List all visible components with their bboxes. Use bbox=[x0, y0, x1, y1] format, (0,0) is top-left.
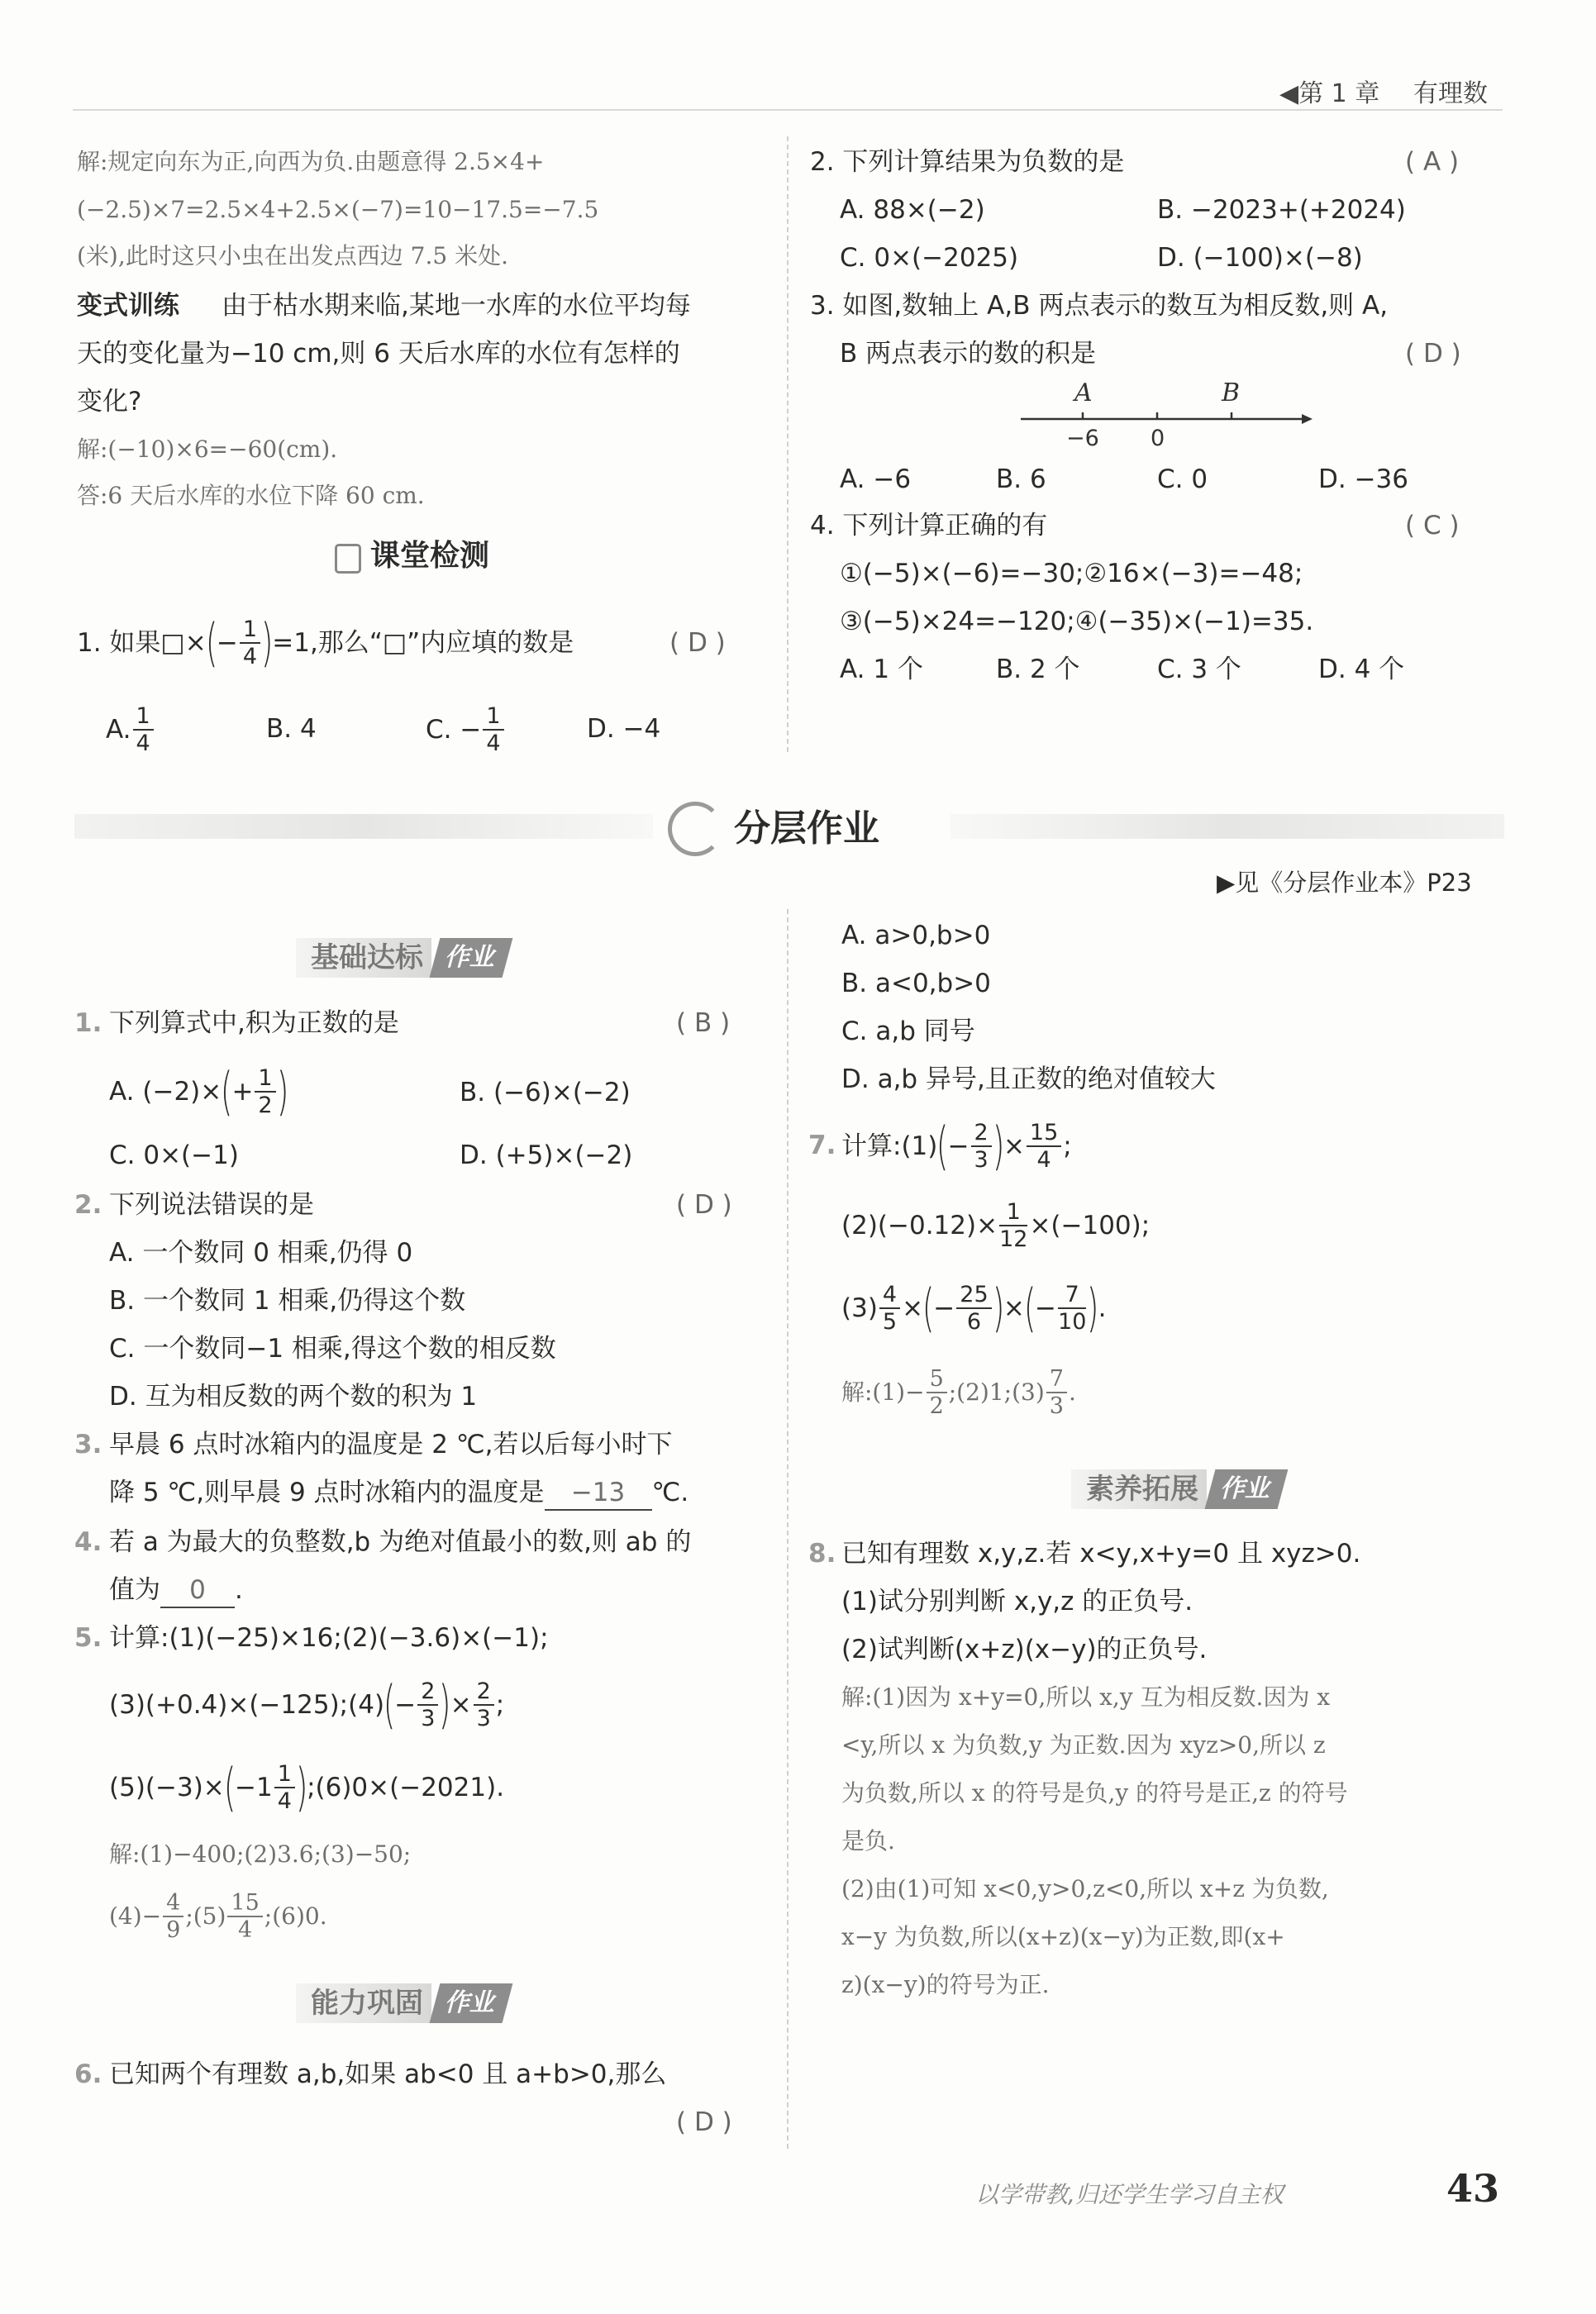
close-paren: ) bbox=[992, 1278, 1005, 1338]
point-a-label: A bbox=[1074, 379, 1093, 407]
solution-line-1: 解:规定向东为正,向西为负.由题意得 2.5×4+ bbox=[77, 148, 545, 175]
q1-prefix: 1. 如果□× bbox=[77, 628, 207, 658]
numerator: 2 bbox=[474, 1680, 494, 1706]
basic-q5-line-3 bbox=[109, 1757, 505, 1817]
close-paren: ) bbox=[295, 1757, 308, 1817]
question-2-option-a: A. 88×(−2) bbox=[840, 195, 985, 225]
fraction bbox=[999, 1201, 1027, 1250]
basic-q3-number: 3. bbox=[74, 1430, 102, 1459]
q8-number: 8. bbox=[808, 1539, 836, 1569]
denominator: 9 bbox=[166, 1917, 181, 1943]
basic-q4-line-1: 若 a 为最大的负整数,b 为绝对值最小的数,则 ab 的 bbox=[109, 1527, 692, 1557]
basic-q5-line-2 bbox=[109, 1674, 505, 1735]
text: (5)(−3)× bbox=[109, 1773, 225, 1802]
numerator: 1 bbox=[999, 1201, 1027, 1226]
close-paren: ) bbox=[276, 1061, 288, 1121]
minus: − bbox=[933, 1293, 955, 1323]
q6-option-c: C. a,b 同号 bbox=[841, 1017, 975, 1046]
text: 解:(1)− bbox=[841, 1378, 925, 1406]
q6-option-a: A. a>0,b>0 bbox=[841, 921, 991, 950]
basic-q5-solution-1: 解:(1)−400;(2)3.6;(3)−50; bbox=[109, 1840, 412, 1868]
variant-solution-1: 解:(−10)×6=−60(cm). bbox=[77, 436, 338, 463]
question-2-option-b: B. −2023+(+2024) bbox=[1157, 195, 1406, 225]
basic-q1-option-a bbox=[109, 1061, 288, 1121]
q1-minus: − bbox=[216, 628, 238, 658]
text: ;(5) bbox=[185, 1902, 226, 1930]
basic-q1-option-b: B. (−6)×(−2) bbox=[460, 1078, 631, 1107]
q7-line-2 bbox=[841, 1197, 1150, 1255]
ability-badge bbox=[296, 1983, 507, 2023]
q1-suffix: =1,那么“□”内应填的数是 bbox=[272, 628, 574, 658]
period: . bbox=[1068, 1378, 1076, 1406]
fraction bbox=[1046, 1368, 1067, 1417]
text: ;(2)1;(3) bbox=[948, 1378, 1045, 1406]
minus: − bbox=[947, 1131, 970, 1161]
basic-q2-answer: ( D ) bbox=[676, 1190, 732, 1220]
numerator: 1 bbox=[483, 705, 503, 731]
basic-q2: 下列说法错误的是 bbox=[109, 1190, 314, 1220]
section-swirl-icon bbox=[668, 802, 722, 856]
text: 值为 bbox=[109, 1575, 160, 1605]
variant-line-3: 变化? bbox=[77, 387, 142, 417]
variant-solution-2: 答:6 天后水库的水位下降 60 cm. bbox=[77, 482, 425, 509]
denominator: 4 bbox=[1036, 1147, 1051, 1173]
classroom-check-title: 课堂检测 bbox=[370, 539, 490, 573]
semicolon: ; bbox=[495, 1690, 505, 1720]
basic-q1-number: 1. bbox=[74, 1008, 102, 1038]
option-label: C. − bbox=[426, 715, 482, 745]
q8-line-2: (1)试分别判断 x,y,z 的正负号. bbox=[841, 1587, 1193, 1616]
numerator: 15 bbox=[227, 1892, 262, 1917]
literacy-extension-badge bbox=[1071, 1469, 1283, 1509]
basic-q5-line-1: 计算:(1)(−25)×16;(2)(−3.6)×(−1); bbox=[109, 1623, 549, 1653]
question-3-option-b: B. 6 bbox=[996, 464, 1046, 494]
variant-line-1: 由于枯水期来临,某地一水库的水位平均每 bbox=[222, 291, 691, 321]
open-paren: ( bbox=[223, 1757, 236, 1817]
open-paren: ( bbox=[383, 1674, 396, 1735]
numerator: 25 bbox=[956, 1283, 991, 1309]
numerator: 2 bbox=[417, 1680, 438, 1706]
basic-q2-option-d: D. 互为相反数的两个数的积为 1 bbox=[109, 1382, 478, 1412]
basic-q1: 下列算式中,积为正数的是 bbox=[109, 1008, 399, 1038]
tick-label-minus-6: −6 bbox=[1066, 426, 1099, 450]
basic-q2-option-a: A. 一个数同 0 相乘,仍得 0 bbox=[109, 1238, 413, 1268]
axis-arrow bbox=[1302, 414, 1313, 424]
option-prefix: A. (−2)× bbox=[109, 1077, 222, 1107]
number-line bbox=[1017, 376, 1314, 450]
numerator: 4 bbox=[163, 1892, 183, 1917]
q7-solution bbox=[841, 1364, 1076, 1421]
classroom-q1-option-b: B. 4 bbox=[266, 714, 317, 744]
column-divider-bottom bbox=[787, 909, 788, 2149]
fraction bbox=[1027, 1121, 1061, 1171]
denominator: 3 bbox=[974, 1147, 989, 1173]
text: (4)− bbox=[109, 1902, 162, 1930]
numerator: 1 bbox=[274, 1763, 295, 1788]
pencil-icon bbox=[335, 544, 361, 574]
denominator: 2 bbox=[929, 1393, 944, 1419]
tick-label-zero: 0 bbox=[1151, 426, 1165, 450]
question-2-option-d: D. (−100)×(−8) bbox=[1157, 243, 1363, 273]
classroom-q1-option-c bbox=[426, 701, 506, 759]
close-paren: ) bbox=[1087, 1278, 1099, 1338]
numerator: 7 bbox=[1046, 1368, 1067, 1393]
ability-q6: 已知两个有理数 a,b,如果 ab<0 且 a+b>0,那么 bbox=[109, 2059, 667, 2089]
question-4-option-b: B. 2 个 bbox=[996, 655, 1080, 684]
q6-option-d: D. a,b 异号,且正数的绝对值较大 bbox=[841, 1064, 1216, 1094]
chapter-label: ◀第 1 章 bbox=[1279, 79, 1380, 108]
numerator: 2 bbox=[971, 1121, 992, 1147]
basic-q1-option-c: C. 0×(−1) bbox=[109, 1140, 239, 1170]
basic-q3-line-1: 早晨 6 点时冰箱内的温度是 2 ℃,若以后每小时下 bbox=[109, 1430, 673, 1459]
option-a-fraction bbox=[133, 705, 154, 755]
numerator: 1 bbox=[133, 705, 154, 731]
question-4-line-2: ③(−5)×24=−120;④(−35)×(−1)=35. bbox=[840, 607, 1314, 636]
footer-slogan: 以学带教,归还学生学习自主权 bbox=[975, 2181, 1284, 2208]
q8-solution-4: 是负. bbox=[841, 1827, 895, 1855]
period: . bbox=[235, 1575, 243, 1605]
classroom-question-1 bbox=[77, 612, 574, 673]
denominator: 4 bbox=[238, 1917, 253, 1943]
open-paren: ( bbox=[1023, 1278, 1036, 1338]
denominator: 4 bbox=[136, 731, 150, 756]
q1-denominator: 4 bbox=[242, 644, 258, 669]
q8-line-1: 已知有理数 x,y,z.若 x<y,x+y=0 且 xyz>0. bbox=[841, 1539, 1361, 1569]
open-paren: ( bbox=[922, 1278, 935, 1338]
solution-line-3: (米),此时这只小虫在出发点西边 7.5 米处. bbox=[77, 242, 508, 269]
basic-standard-badge bbox=[296, 938, 507, 978]
basic-q1-answer: ( B ) bbox=[676, 1008, 731, 1038]
period: . bbox=[1098, 1293, 1107, 1323]
text: ×(−100); bbox=[1029, 1211, 1151, 1240]
question-4-answer: ( C ) bbox=[1405, 511, 1460, 540]
fraction bbox=[417, 1680, 438, 1730]
unit: ℃. bbox=[651, 1478, 689, 1507]
question-3-option-a: A. −6 bbox=[840, 464, 912, 494]
ability-q6-number: 6. bbox=[74, 2059, 102, 2089]
classroom-q1-option-a bbox=[106, 701, 155, 759]
fraction bbox=[274, 1763, 295, 1812]
denominator: 4 bbox=[277, 1788, 292, 1814]
close-paren: ) bbox=[439, 1674, 451, 1735]
text: (2)(−0.12)× bbox=[841, 1211, 998, 1240]
question-3-answer: ( D ) bbox=[1405, 339, 1461, 369]
text: ;(6)0×(−2021). bbox=[307, 1773, 505, 1802]
fraction bbox=[927, 1368, 947, 1417]
section-band-left bbox=[74, 814, 653, 839]
close-paren: ) bbox=[992, 1116, 1005, 1176]
question-4-option-d: D. 4 个 bbox=[1318, 655, 1405, 684]
basic-q2-option-c: C. 一个数同−1 相乘,得这个数的相反数 bbox=[109, 1334, 556, 1364]
option-label: A. bbox=[106, 715, 131, 745]
text: (3)(+0.4)×(−125);(4) bbox=[109, 1690, 385, 1720]
text: 降 5 ℃,则早晨 9 点时冰箱内的温度是 bbox=[109, 1478, 545, 1507]
times: × bbox=[1003, 1293, 1025, 1323]
basic-q1-option-d: D. (+5)×(−2) bbox=[460, 1140, 633, 1170]
basic-q2-option-b: B. 一个数同 1 相乘,仍得这个数 bbox=[109, 1286, 466, 1316]
times: × bbox=[902, 1293, 924, 1323]
q7-line-3 bbox=[841, 1279, 1106, 1337]
question-4-line-1: ①(−5)×(−6)=−30;②16×(−3)=−48; bbox=[840, 559, 1303, 588]
text: 计算:(1) bbox=[841, 1131, 938, 1161]
classroom-q1-option-d: D. −4 bbox=[587, 714, 661, 744]
section-title: 分层作业 bbox=[734, 807, 879, 850]
question-3-line-1: 3. 如图,数轴上 A,B 两点表示的数互为相反数,则 A, bbox=[810, 291, 1389, 321]
numerator: 5 bbox=[927, 1368, 947, 1393]
q6-option-b: B. a<0,b>0 bbox=[841, 969, 991, 998]
fill-blank-answer: 0 bbox=[160, 1574, 235, 1608]
badge-homework: 作业 bbox=[1205, 1469, 1289, 1509]
basic-q3-line-2 bbox=[109, 1476, 688, 1511]
question-4: 4. 下列计算正确的有 bbox=[810, 511, 1048, 540]
option-c-fraction bbox=[483, 705, 503, 755]
badge-homework: 作业 bbox=[430, 938, 513, 978]
denominator: 12 bbox=[999, 1226, 1028, 1252]
q1-fraction bbox=[240, 618, 260, 668]
denominator: 6 bbox=[966, 1309, 982, 1335]
numerator: 4 bbox=[879, 1283, 900, 1309]
text: ;(6)0. bbox=[264, 1902, 327, 1930]
question-3-line-2: B 两点表示的数的积是 bbox=[840, 339, 1097, 369]
denominator: 4 bbox=[486, 731, 501, 756]
badge-label: 基础达标 bbox=[296, 938, 431, 978]
denominator: 3 bbox=[1049, 1393, 1064, 1419]
denominator: 5 bbox=[882, 1309, 898, 1335]
basic-q2-number: 2. bbox=[74, 1190, 102, 1220]
fraction bbox=[255, 1067, 275, 1117]
question-2: 2. 下列计算结果为负数的是 bbox=[810, 147, 1125, 177]
page-number: 43 bbox=[1446, 2166, 1500, 2211]
badge-label: 能力巩固 bbox=[296, 1983, 431, 2023]
open-paren: ( bbox=[936, 1116, 949, 1176]
numerator: 1 bbox=[255, 1067, 275, 1093]
fill-blank-answer: −13 bbox=[545, 1476, 652, 1511]
question-3-option-d: D. −36 bbox=[1318, 464, 1408, 494]
point-b-label: B bbox=[1222, 379, 1241, 407]
plus-sign: + bbox=[231, 1077, 254, 1107]
variant-line-2: 天的变化量为−10 cm,则 6 天后水库的水位有怎样的 bbox=[77, 339, 680, 369]
denominator: 3 bbox=[476, 1706, 491, 1731]
semicolon: ; bbox=[1063, 1131, 1072, 1161]
fraction bbox=[227, 1892, 262, 1941]
q1-numerator: 1 bbox=[240, 618, 260, 644]
solution-line-2: (−2.5)×7=2.5×4+2.5×(−7)=10−17.5=−7.5 bbox=[77, 196, 599, 223]
ability-q6-answer: ( D ) bbox=[676, 2107, 732, 2137]
question-4-option-a: A. 1 个 bbox=[840, 655, 923, 684]
question-2-answer: ( A ) bbox=[1405, 147, 1460, 177]
q8-solution-5: (2)由(1)可知 x<0,y>0,z<0,所以 x+z 为负数, bbox=[841, 1875, 1329, 1902]
numerator: 7 bbox=[1058, 1283, 1086, 1309]
text: (3) bbox=[841, 1293, 878, 1323]
q8-solution-2: <y,所以 x 为负数,y 为正数.因为 xyz>0,所以 z bbox=[841, 1731, 1326, 1759]
times: × bbox=[1003, 1131, 1025, 1161]
q8-solution-1: 解:(1)因为 x+y=0,所以 x,y 互为相反数.因为 x bbox=[841, 1683, 1331, 1711]
times: × bbox=[450, 1690, 472, 1720]
open-paren: ( bbox=[205, 612, 218, 673]
classroom-q1-answer: ( D ) bbox=[669, 628, 726, 658]
close-paren: ) bbox=[260, 612, 274, 673]
basic-q5-solution-2 bbox=[109, 1888, 327, 1945]
badge-label: 素养拓展 bbox=[1071, 1469, 1207, 1509]
q8-solution-6: x−y 为负数,所以(x+z)(x−y)为正数,即(x+ bbox=[841, 1923, 1285, 1950]
denominator: 2 bbox=[258, 1093, 273, 1118]
homework-book-reference: ▶见《分层作业本》P23 bbox=[1217, 869, 1472, 897]
minus: − bbox=[1035, 1293, 1057, 1323]
denominator: 3 bbox=[421, 1706, 436, 1731]
question-4-option-c: C. 3 个 bbox=[1157, 655, 1241, 684]
fraction bbox=[474, 1680, 494, 1730]
q7-line-1 bbox=[841, 1117, 1072, 1175]
whole: −1 bbox=[234, 1773, 273, 1802]
basic-q5-number: 5. bbox=[74, 1623, 102, 1653]
section-band-right bbox=[950, 814, 1504, 839]
question-2-option-c: C. 0×(−2025) bbox=[840, 243, 1019, 273]
q7-number: 7. bbox=[808, 1131, 836, 1160]
numerator: 15 bbox=[1027, 1121, 1061, 1147]
q8-line-3: (2)试判断(x+z)(x−y)的正负号. bbox=[841, 1635, 1208, 1664]
variant-training-label: 变式训练 bbox=[77, 291, 179, 321]
fraction bbox=[879, 1283, 900, 1333]
fraction bbox=[971, 1121, 992, 1171]
column-divider-top bbox=[787, 136, 788, 752]
denominator: 10 bbox=[1058, 1309, 1087, 1335]
fraction bbox=[1058, 1283, 1086, 1333]
fraction bbox=[163, 1892, 183, 1941]
badge-homework: 作业 bbox=[430, 1983, 513, 2023]
open-paren: ( bbox=[221, 1061, 233, 1121]
question-3-option-c: C. 0 bbox=[1157, 464, 1208, 494]
chapter-title: 有理数 bbox=[1413, 79, 1488, 108]
fraction bbox=[956, 1283, 991, 1333]
basic-q4-number: 4. bbox=[74, 1527, 102, 1557]
minus: − bbox=[394, 1690, 417, 1720]
q8-solution-7: z)(x−y)的符号为正. bbox=[841, 1971, 1050, 1998]
basic-q4-line-2 bbox=[109, 1574, 243, 1608]
q8-solution-3: 为负数,所以 x 的符号是负,y 的符号是正,z 的符号 bbox=[841, 1779, 1348, 1807]
